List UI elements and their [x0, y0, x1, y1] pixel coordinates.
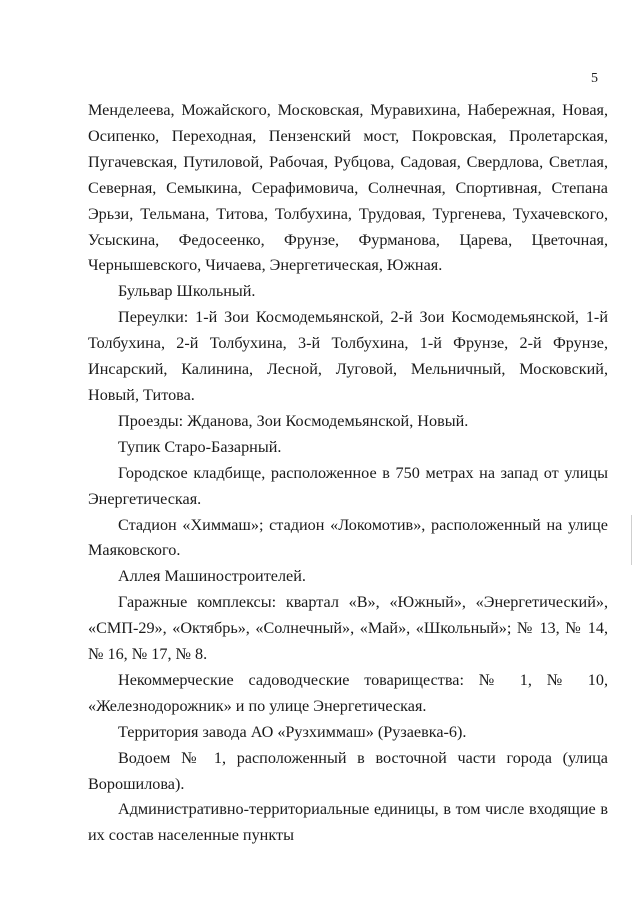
document-body — [88, 98, 608, 849]
paragraph-streets-continued: Менделеева, Можайского, Московская, Муравихина, Набережная, Новая, Осипенко, Переходная, Пензенский мост, Покровская, Пролетарская, Пугачевская, Путиловой, Рабочая, Рубцова, Садовая, Свердлова, Светлая, Северная, Семыкина, Серафимовича, Солнечная, Спортивная, Степана Эрьзи, Тельмана, Титова, Толбухина, Трудовая, Тургенева, Тухачевского, Усыскина, Федосеенко, Фрунзе, Фурманова, Царева, Цветочная, Чернышевского, Чичаева, Энергетическая, Южная. — [88, 101, 608, 275]
paragraph-garage-complexes: Гаражные комплексы: квартал «В», «Южный», «Энергетический», «СМП-29», «Октябрь», «Солнечный», «Май», «Школьный»; № 13, № 14, № 16, № 17, № 8. — [88, 593, 608, 664]
scan-edge-mark — [631, 515, 632, 565]
paragraph-reservoir: Водоем № 1, расположенный в восточной части города (улица Ворошилова). — [88, 748, 608, 793]
paragraph-garden-partnerships: Некоммерческие садоводческие товарищества: № 1, № 10, «Железнодорожник» и по улице Энергетическая. — [88, 670, 608, 715]
paragraph-admin-units: Административно-территориальные единицы, в том числе входящие в их состав населенные пункты — [88, 800, 608, 845]
paragraph-dead-end: Тупик Старо-Базарный. — [118, 437, 282, 456]
paragraph-alley: Аллея Машиностроителей. — [118, 567, 306, 586]
paragraph-passages: Проезды: Жданова, Зои Космодемьянской, Новый. — [118, 411, 469, 430]
paragraph-cemetery: Городское кладбище, расположенное в 750 метрах на запад от улицы Энергетическая. — [88, 463, 608, 508]
paragraph-stadiums: Стадион «Химмаш»; стадион «Локомотив», расположенный на улице Маяковского. — [88, 515, 608, 560]
paragraph-plant-territory: Территория завода АО «Рузхиммаш» (Рузаевка-6). — [118, 722, 467, 741]
paragraph-boulevard: Бульвар Школьный. — [118, 282, 256, 301]
paragraph-lanes: Переулки: 1-й Зои Космодемьянской, 2-й Зои Космодемьянской, 1-й Толбухина, 2-й Толбухина, 3-й Толбухина, 1-й Фрунзе, 2-й Фрунзе, Инсарский, Калинина, Лесной, Луговой, Мельничный, Московский, Новый, Титова. — [88, 308, 608, 404]
page-number: 5 — [591, 71, 598, 86]
